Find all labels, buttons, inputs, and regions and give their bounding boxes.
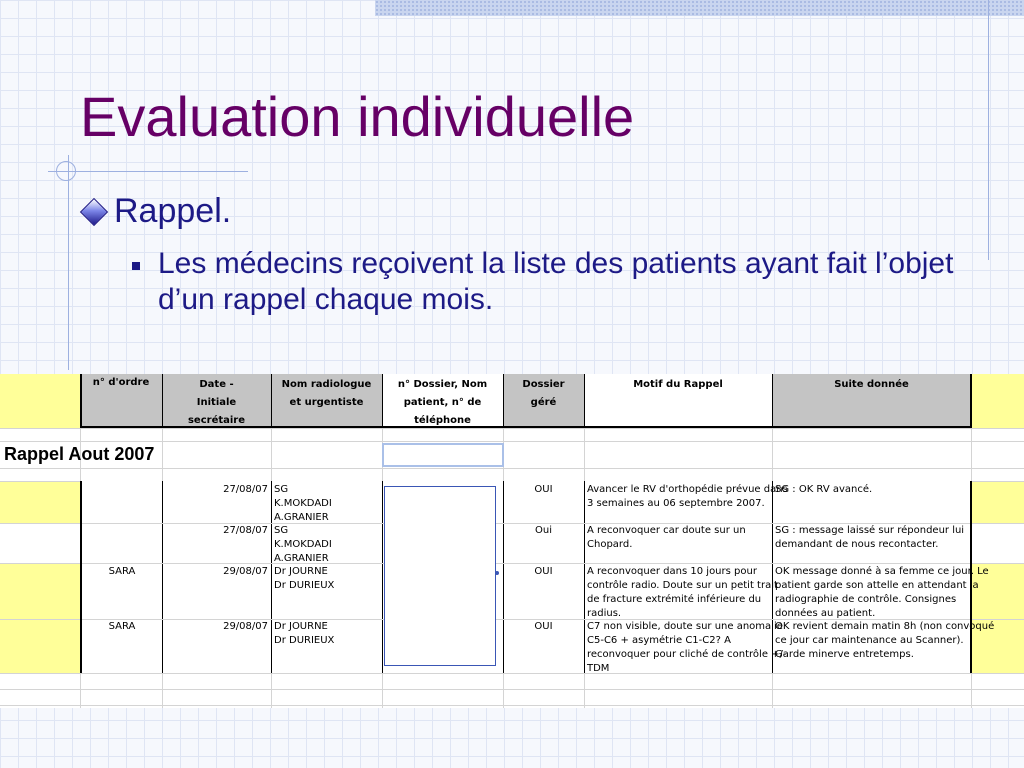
row-4-date: 29/08/07 bbox=[223, 621, 268, 632]
row-1-noms: SG K.MOKDADI A.GRANIER bbox=[274, 484, 332, 523]
header-ordre: n° d'ordre bbox=[92, 377, 150, 388]
header-dossier: n° Dossier, Nom patient, n° de téléphone bbox=[397, 379, 488, 426]
comment-box bbox=[384, 486, 496, 666]
gridline bbox=[0, 689, 1024, 690]
data-divider bbox=[162, 481, 163, 673]
decorative-title-underline bbox=[48, 171, 248, 172]
header-suite: Suite donnée bbox=[834, 379, 909, 390]
row-1-suite: SG : OK RV avancé. bbox=[775, 484, 873, 495]
row-4-gere: OUI bbox=[534, 621, 553, 632]
header-divider bbox=[503, 374, 504, 428]
slide-title: Evaluation individuelle bbox=[80, 85, 635, 148]
gridline bbox=[0, 441, 1024, 442]
decorative-circle bbox=[56, 161, 76, 181]
gridline bbox=[0, 428, 1024, 429]
bullet-level-1-text: Rappel. bbox=[114, 192, 232, 230]
row-2-date: 27/08/07 bbox=[223, 525, 268, 536]
diamond-bullet-icon bbox=[80, 197, 108, 225]
header-divider bbox=[271, 374, 272, 428]
row-3-ordre: SARA bbox=[108, 566, 136, 577]
row-3-noms: Dr JOURNE Dr DURIEUX bbox=[274, 566, 335, 591]
header-divider bbox=[584, 374, 585, 428]
header-motif: Motif du Rappel bbox=[633, 379, 723, 390]
row-4-motif: C7 non visible, doute sur une anomalie C5-C6 + asymétrie C1-C2? A reconvoquer pour cliché de contrôle +/- TDM bbox=[587, 621, 787, 674]
section-label: Rappel Aout 2007 bbox=[4, 444, 155, 464]
decorative-vertical-line-right bbox=[988, 0, 989, 260]
data-divider bbox=[271, 481, 272, 673]
gridline bbox=[0, 468, 1024, 469]
spreadsheet-image bbox=[0, 374, 1024, 708]
row-3-motif: A reconvoquer dans 10 jours pour contrôle radio. Doute sur un petit trait de fracture extrémité inférieure du radius. bbox=[587, 566, 778, 619]
row-2-gere: Oui bbox=[535, 525, 552, 536]
row-3-suite: OK message donné à sa femme ce jour. Le patient garde son attelle en attendant la radiographie de contrôle. Consignes données au patient. bbox=[775, 566, 989, 619]
header-divider bbox=[772, 374, 773, 428]
header-divider bbox=[382, 374, 383, 428]
row-1-motif: Avancer le RV d'orthopédie prévue dans 3 semaines au 06 septembre 2007. bbox=[587, 484, 788, 509]
gridline bbox=[0, 705, 1024, 706]
header-border bbox=[80, 374, 972, 428]
comment-handle-icon bbox=[495, 571, 499, 575]
row-4-noms: Dr JOURNE Dr DURIEUX bbox=[274, 621, 335, 646]
row-1-gere: OUI bbox=[534, 484, 553, 495]
row-3-gere: OUI bbox=[534, 566, 553, 577]
row-4-suite: OK revient demain matin 8h (non convoqué ce jour car maintenance au Scanner). Garde minerve entretemps. bbox=[775, 621, 995, 660]
decorative-vertical-line-left bbox=[68, 155, 69, 370]
header-divider bbox=[162, 374, 163, 428]
bullet-level-1 bbox=[80, 192, 231, 231]
row-2-noms: SG K.MOKDADI A.GRANIER bbox=[274, 525, 332, 564]
gridline bbox=[0, 673, 1024, 674]
header-noms: Nom radiologue et urgentiste bbox=[281, 379, 372, 408]
bullet-level-2-text: Les médecins reçoivent la liste des patients ayant fait l’objet d’un rappel chaque mois. bbox=[158, 247, 954, 316]
row-1-date: 27/08/07 bbox=[223, 484, 268, 495]
data-row-divider bbox=[82, 563, 970, 564]
decorative-top-band bbox=[375, 0, 1024, 16]
selected-cell bbox=[382, 443, 504, 467]
bullet-level-2 bbox=[132, 246, 992, 318]
data-divider bbox=[382, 481, 383, 673]
header-gere: Dossier géré bbox=[522, 379, 565, 408]
row-3-date: 29/08/07 bbox=[223, 566, 268, 577]
data-divider bbox=[584, 481, 585, 673]
square-bullet-icon bbox=[132, 262, 140, 270]
row-2-motif: A reconvoquer car doute sur un Chopard. bbox=[587, 525, 746, 550]
header-date: Date - Initiale secrétaire bbox=[187, 379, 246, 426]
row-4-ordre: SARA bbox=[108, 621, 136, 632]
row-2-suite: SG : message laissé sur répondeur lui demandant de nous recontacter. bbox=[775, 525, 965, 550]
